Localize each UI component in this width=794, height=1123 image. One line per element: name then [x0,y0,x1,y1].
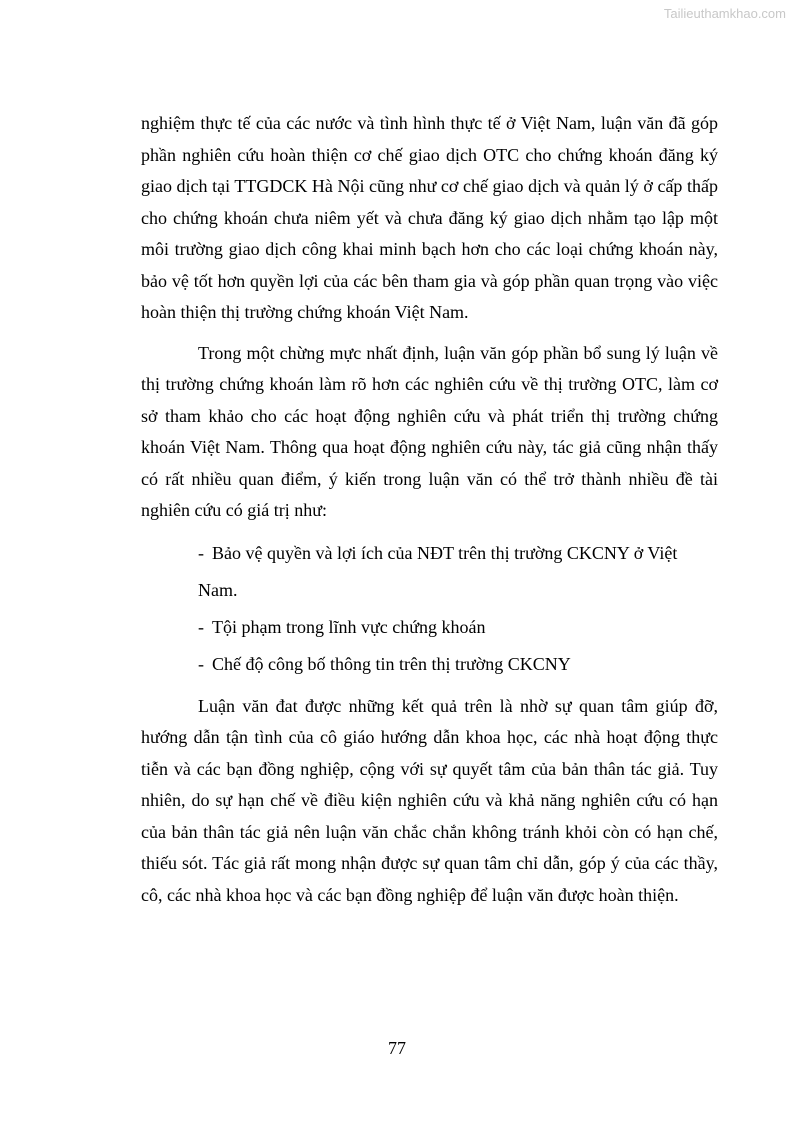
dash-marker: - [198,542,204,563]
list-item [141,535,718,609]
document-body [141,108,718,911]
watermark: Tailieuthamkhao.com [663,6,786,21]
paragraph-3: Luận văn đat được những kết quả trên là nhờ sự quan tâm giúp đỡ, hướng dẫn tận tình của cô giáo hướng dẫn khoa học, các nhà hoạt động thực tiễn và các bạn đồng nghiệp, cộng với sự quyết tâm của bản thân tác giả. Tuy nhiên, do sự hạn chế về điều kiện nghiên cứu và khả năng nghiên cứu có hạn của bản thân tác giả nên luận văn chắc chắn không tránh khỏi còn có hạn chế, thiếu sót. Tác giả rất mong nhận được sự quan tâm chỉ dẫn, góp ý của các thầy, cô, các nhà khoa học và các bạn đồng nghiệp để luận văn được hoàn thiện. [141,695,718,905]
paragraph-2: Trong một chừng mực nhất định, luận văn góp phần bổ sung lý luận về thị trường chứng khoán làm rõ hơn các nghiên cứu về thị trường OTC, làm cơ sở tham khảo cho các hoạt động nghiên cứu và phát triển thị trường chứng khoán Việt Nam. Thông qua hoạt động nghiên cứu này, tác giả cũng nhận thấy có rất nhiều quan điểm, ý kiến trong luận văn có thể trở thành nhiều đề tài nghiên cứu có giá trị như: [141,342,718,520]
dash-marker: - [198,653,204,674]
dash-marker: - [198,616,204,637]
list-item-text: Bảo vệ quyền và lợi ích của NĐT trên thị trường CKCNY ở Việt Nam. [198,542,678,600]
topic-list [141,535,718,683]
list-item [141,609,718,646]
list-item [141,646,718,683]
page-number: 77 [388,1038,406,1058]
list-item-text: Tội phạm trong lĩnh vực chứng khoán [212,616,486,637]
paragraph-1: nghiệm thực tế của các nước và tình hình thực tế ở Việt Nam, luận văn đã góp phần nghiên cứu hoàn thiện cơ chế giao dịch OTC cho chứng khoán đăng ký giao dịch tại TTGDCK Hà Nội cũng như cơ chế giao dịch và quản lý ở cấp thấp cho chứng khoán chưa niêm yết và chưa đăng ký giao dịch nhằm tạo lập một môi trường giao dịch công khai minh bạch hơn cho các loại chứng khoán này, bảo vệ tốt hơn quyền lợi của các bên tham gia và góp phần quan trọng vào việc hoàn thiện thị trường chứng khoán Việt Nam. [141,113,718,322]
list-item-text: Chế độ công bố thông tin trên thị trường CKCNY [212,653,571,674]
